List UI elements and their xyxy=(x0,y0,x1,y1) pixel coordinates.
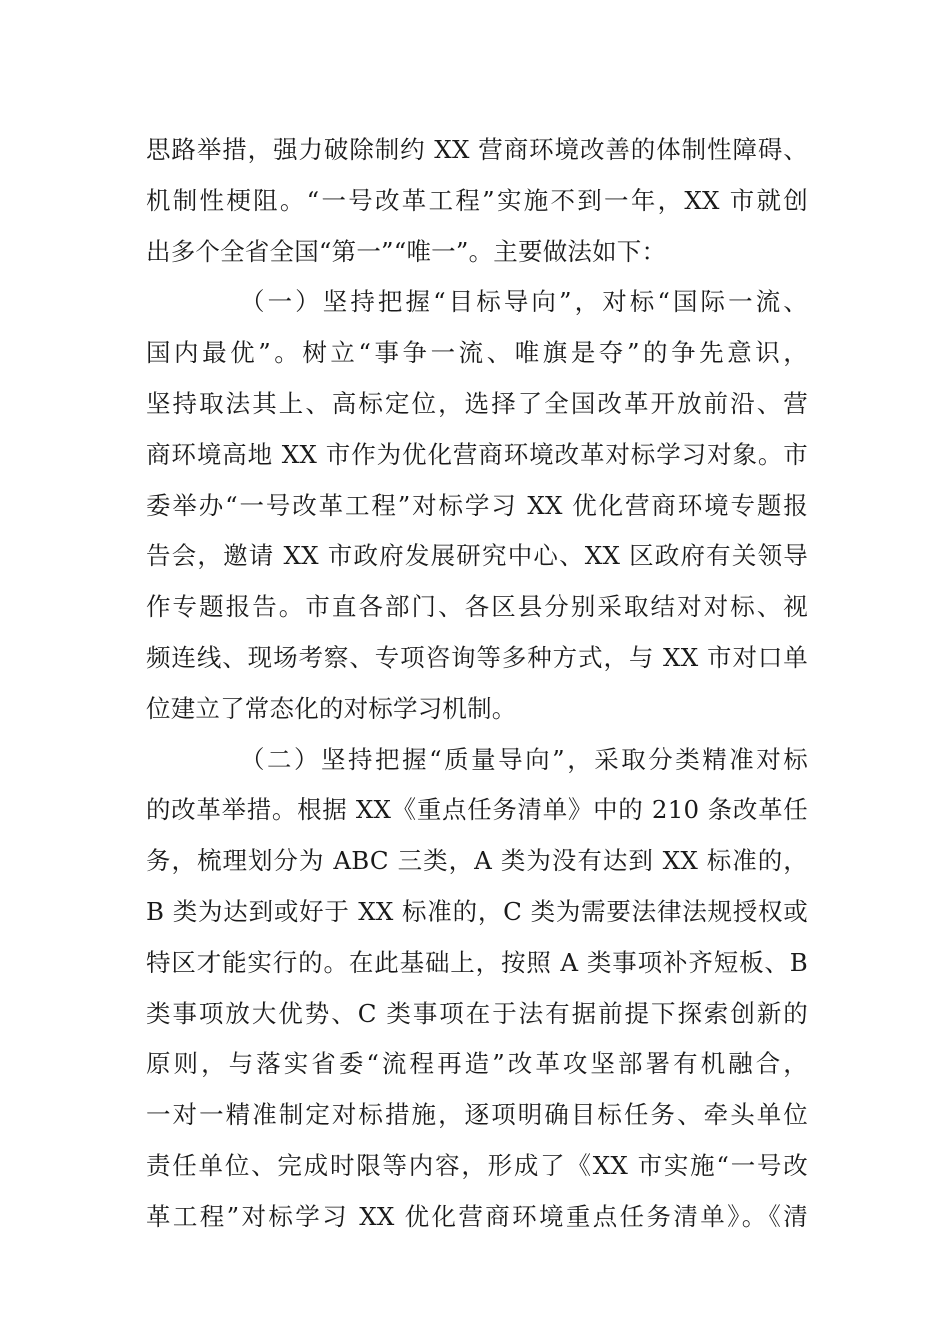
text-line: 国内最优”。树立“事争一流、唯旗是夺”的争先意识， xyxy=(146,338,808,368)
text-line: 一对一精准制定对标措施，逐项明确目标任务、牵头单位 xyxy=(146,1100,808,1130)
document-body xyxy=(146,125,808,1243)
text-line: 商环境高地 XX 市作为优化营商环境改革对标学习对象。市 xyxy=(146,439,808,469)
text-line: 出多个全省全国“第一”“唯一”。主要做法如下： xyxy=(146,236,667,266)
text-line: 务，梳理划分为 ABC 三类，A 类为没有达到 XX 标准的， xyxy=(146,846,808,876)
text-line: 机制性梗阻。“一号改革工程”实施不到一年，XX 市就创 xyxy=(146,185,808,215)
text-line: 类事项放大优势、C 类事项在于法有据前提下探索创新的 xyxy=(146,998,808,1028)
text-line: 思路举措，强力破除制约 XX 营商环境改善的体制性障碍、 xyxy=(146,135,808,164)
text-line: 位建立了常态化的对标学习机制。 xyxy=(146,693,517,723)
text-line: 作专题报告。市直各部门、各区县分别采取结对对标、视 xyxy=(146,592,808,622)
text-line: 原则，与落实省委“流程再造”改革攻坚部署有机融合， xyxy=(146,1049,808,1079)
text-line: 频连线、现场考察、专项咨询等多种方式，与 XX 市对口单 xyxy=(146,642,808,672)
text-line: 委举办“一号改革工程”对标学习 XX 优化营商环境专题报 xyxy=(146,490,808,520)
text-line: 告会，邀请 XX 市政府发展研究中心、XX 区政府有关领导 xyxy=(146,541,808,571)
text-line: B 类为达到或好于 XX 标准的，C 类为需要法律法规授权或 xyxy=(146,896,808,926)
section-heading-2: （二）坚持把握“质量导向”，采取分类精准对标 xyxy=(240,744,808,774)
text-line: 革工程”对标学习 XX 优化营商环境重点任务清单》。《清 xyxy=(146,1201,808,1231)
text-line: 坚持取法其上、高标定位，选择了全国改革开放前沿、营 xyxy=(146,388,808,418)
text-line: 责任单位、完成时限等内容，形成了《XX 市实施“一号改 xyxy=(146,1150,808,1180)
section-heading-1: （一）坚持把握“目标导向”，对标“国际一流、 xyxy=(240,287,808,317)
text-line: 特区才能实行的。在此基础上，按照 A 类事项补齐短板、B xyxy=(146,947,808,977)
text-line: 的改革举措。根据 XX《重点任务清单》中的 210 条改革任 xyxy=(146,795,808,825)
